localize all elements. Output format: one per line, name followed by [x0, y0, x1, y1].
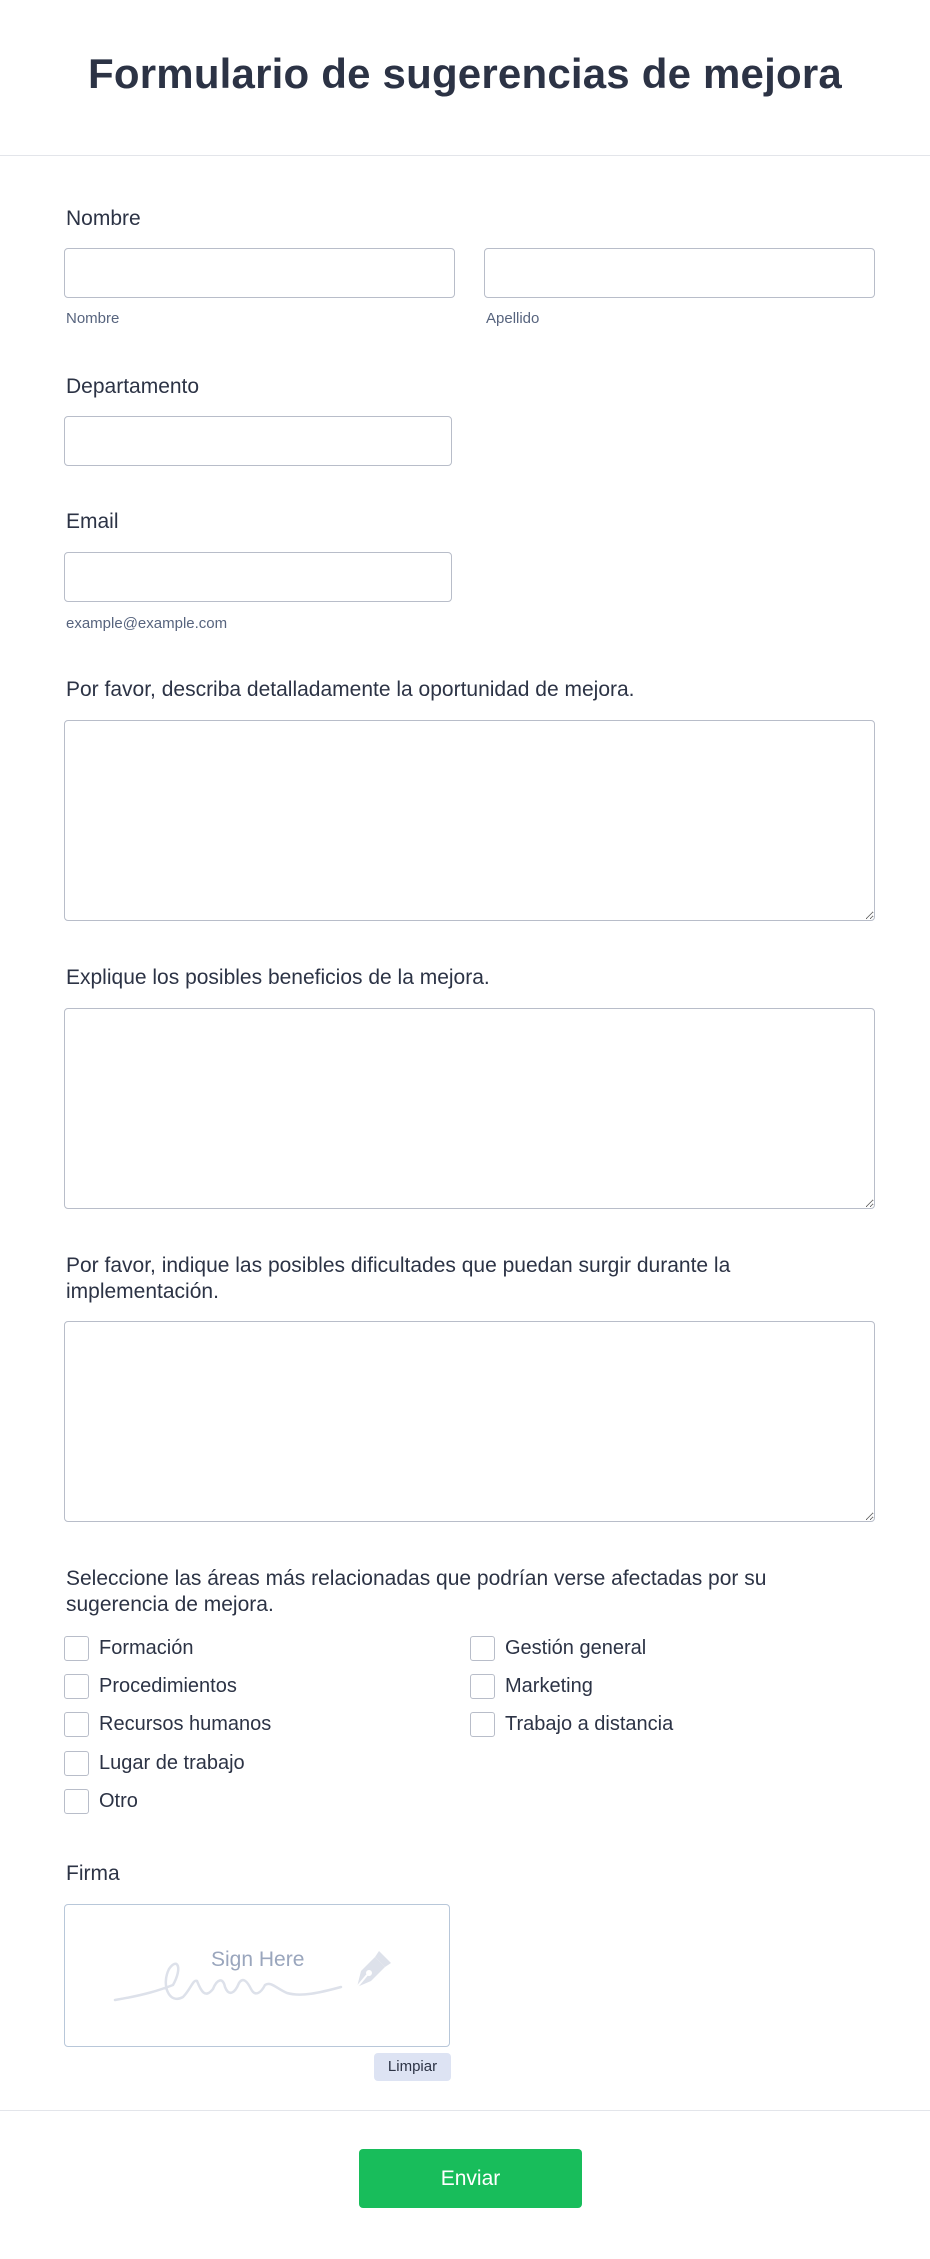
area-option-otro[interactable]: [64, 1788, 138, 1814]
pen-nib-icon: [349, 1947, 395, 1993]
area-option-label: Marketing: [505, 1674, 593, 1697]
area-option-label: Recursos humanos: [99, 1712, 272, 1735]
area-option-lugar-de-trabajo[interactable]: [64, 1750, 245, 1776]
opportunity-textarea[interactable]: [64, 720, 875, 921]
areas-label-line2: sugerencia de mejora.: [66, 1593, 274, 1616]
area-option-label: Lugar de trabajo: [99, 1751, 245, 1774]
areas-label: [66, 1566, 766, 1618]
area-option-formacion[interactable]: [64, 1635, 193, 1661]
checkbox[interactable]: [64, 1751, 89, 1776]
area-option-procedimientos[interactable]: [64, 1673, 237, 1699]
area-option-trabajo-a-distancia[interactable]: [470, 1711, 673, 1737]
checkbox[interactable]: [64, 1674, 89, 1699]
email-input[interactable]: [64, 552, 452, 602]
benefits-textarea[interactable]: [64, 1008, 875, 1209]
page-title: Formulario de sugerencias de mejora: [88, 50, 842, 97]
last-name-sublabel: Apellido: [486, 310, 540, 327]
name-label: Nombre: [66, 207, 141, 230]
checkbox[interactable]: [64, 1712, 89, 1737]
submit-button[interactable]: Enviar: [359, 2149, 582, 2208]
area-option-label: Formación: [99, 1636, 194, 1659]
opportunity-label: Por favor, describa detalladamente la oportunidad de mejora.: [66, 678, 635, 701]
department-input[interactable]: [64, 416, 452, 466]
area-option-gestion-general[interactable]: [470, 1635, 646, 1661]
footer-divider: [0, 2110, 930, 2111]
first-name-input[interactable]: [64, 248, 455, 298]
difficulties-textarea[interactable]: [64, 1321, 875, 1522]
difficulties-label-line1: Por favor, indique las posibles dificultades que puedan surgir durante la: [66, 1254, 731, 1277]
areas-label-line1: Seleccione las áreas más relacionadas que podrían verse afectadas por su: [66, 1567, 767, 1590]
benefits-label: Explique los posibles beneficios de la mejora.: [66, 966, 490, 989]
checkbox[interactable]: [470, 1712, 495, 1737]
checkbox[interactable]: [64, 1789, 89, 1814]
email-sublabel: example@example.com: [66, 615, 228, 632]
first-name-sublabel: Nombre: [66, 310, 120, 327]
difficulties-label: [66, 1253, 730, 1305]
area-option-label: Otro: [99, 1789, 138, 1812]
email-label: Email: [66, 510, 119, 533]
area-option-label: Procedimientos: [99, 1674, 237, 1697]
area-option-recursos-humanos[interactable]: [64, 1711, 271, 1737]
area-option-marketing[interactable]: [470, 1673, 593, 1699]
checkbox[interactable]: [64, 1636, 89, 1661]
checkbox[interactable]: [470, 1674, 495, 1699]
area-option-label: Trabajo a distancia: [505, 1712, 674, 1735]
signature-pad[interactable]: [64, 1904, 450, 2047]
area-option-label: Gestión general: [505, 1636, 647, 1659]
difficulties-label-line2: implementación.: [66, 1280, 219, 1303]
signature-label: Firma: [66, 1862, 120, 1885]
checkbox[interactable]: [470, 1636, 495, 1661]
department-label: Departamento: [66, 375, 200, 398]
form-header: [0, 0, 930, 156]
clear-signature-button[interactable]: Limpiar: [374, 2053, 451, 2081]
signature-placeholder: Sign Here: [211, 1948, 305, 1971]
last-name-input[interactable]: [484, 248, 875, 298]
